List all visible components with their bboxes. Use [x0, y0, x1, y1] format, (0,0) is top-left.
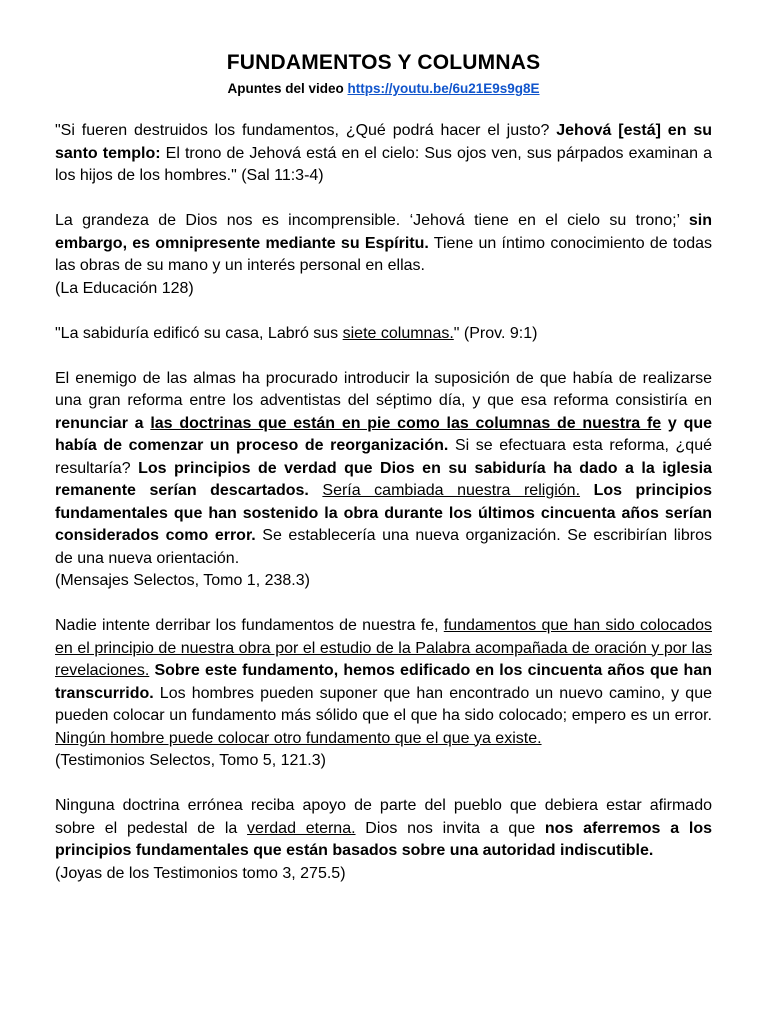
source-citation: (Testimonios Selectos, Tomo 5, 121.3)	[55, 752, 326, 769]
bold-underlined-text-run: las doctrinas que están en pie como las columnas de nuestra fe	[150, 414, 662, 432]
underlined-text-run: verdad eterna.	[247, 819, 356, 837]
paragraph-education-quote	[55, 210, 712, 300]
paragraph-testimonies-quote	[55, 615, 712, 773]
bold-text-run: y que había de comenzar un proceso de reorganización.	[55, 414, 713, 454]
bold-text-run: nos aferremos a los principios fundamentales que están basados sobre una autoridad indiscutible.	[55, 819, 713, 859]
source-citation: (Joyas de los Testimonios tomo 3, 275.5)	[55, 864, 346, 882]
text-run: La grandeza de Dios nos es incomprensible. ‘Jehová tiene en el cielo su trono;’	[55, 212, 689, 229]
text-run: "La sabiduría edificó su casa, Labró sus	[55, 324, 343, 342]
bold-text-run: renunciar a	[55, 414, 151, 432]
bold-text-run: Los principios de verdad que Dios en su sabiduría ha dado a la iglesia remanente serían descartados.	[55, 459, 713, 499]
text-run: El trono de Jehová está en el cielo: Sus ojos ven, sus párpados examinan a los hijos de los hombres." (Sal 11:3-4)	[55, 144, 712, 184]
text-run	[580, 482, 594, 499]
text-run: Dios nos invita a que	[355, 819, 545, 837]
paragraph-proverbs-quote	[55, 323, 712, 346]
document-subtitle	[55, 80, 712, 98]
source-citation: (La Educación 128)	[55, 279, 194, 297]
text-run: Se establecería una nueva organización. Se escribirían libros de una nueva orientación.	[55, 527, 712, 567]
bold-text-run: Jehová [está] en su santo templo:	[55, 122, 713, 162]
underlined-text-run: fundamentos que han sido colocados en el principio de nuestra obra por el estudio de la Palabra acompañada de oración y por las revelaciones.	[55, 617, 712, 679]
underlined-text-run: Ningún hombre puede colocar otro fundamento que el que ya existe.	[55, 729, 542, 747]
text-run: Si se efectuara esta reforma, ¿qué resultaría?	[55, 437, 712, 477]
underlined-text-run: Sería cambiada nuestra religión.	[322, 482, 581, 499]
bold-text-run: Los principios fundamentales que han sostenido la obra durante los últimos cincuenta años serían considerados como error.	[55, 482, 712, 544]
subtitle-prefix: Apuntes del video	[227, 81, 344, 96]
text-run: " (Prov. 9:1)	[453, 324, 538, 342]
text-run: Los hombres pueden suponer que han encontrado un nuevo camino, y que pueden colocar un fundamento más sólido que el que ha sido colocado; empero es un error.	[55, 684, 712, 724]
video-link[interactable]: https://youtu.be/6u21E9s9g8E	[347, 81, 540, 96]
paragraph-psalm-quote	[55, 120, 712, 188]
source-citation: (Mensajes Selectos, Tomo 1, 238.3)	[55, 572, 310, 589]
bold-text-run: sin embargo, es omnipresente mediante su Espíritu.	[55, 212, 712, 252]
text-run: Tiene un íntimo conocimiento de todas las obras de su mano y un interés personal en ellas.	[55, 234, 713, 274]
text-run: El enemigo de las almas ha procurado introducir la suposición de que había de realizarse una gran reforma entre los adventistas del séptimo día, y que esa reforma consistiría en	[55, 369, 712, 409]
paragraph-jewels-quote	[55, 795, 712, 885]
document-title: FUNDAMENTOS Y COLUMNAS	[226, 51, 541, 74]
text-run: Nadie intente derribar los fundamentos de nuestra fe,	[55, 617, 444, 634]
bold-text-run: Sobre este fundamento, hemos edificado en los cincuenta años que han transcurrido.	[55, 662, 712, 702]
text-run: "Si fueren destruidos los fundamentos, ¿Qué podrá hacer el justo?	[55, 122, 557, 139]
document-body	[55, 120, 712, 885]
paragraph-selected-messages-quote	[55, 368, 712, 593]
text-run: Ninguna doctrina errónea reciba apoyo de parte del pueblo que debiera estar afirmado sobre el pedestal de la	[55, 797, 712, 837]
text-run	[309, 482, 323, 499]
underlined-text-run: siete columnas.	[342, 324, 454, 342]
